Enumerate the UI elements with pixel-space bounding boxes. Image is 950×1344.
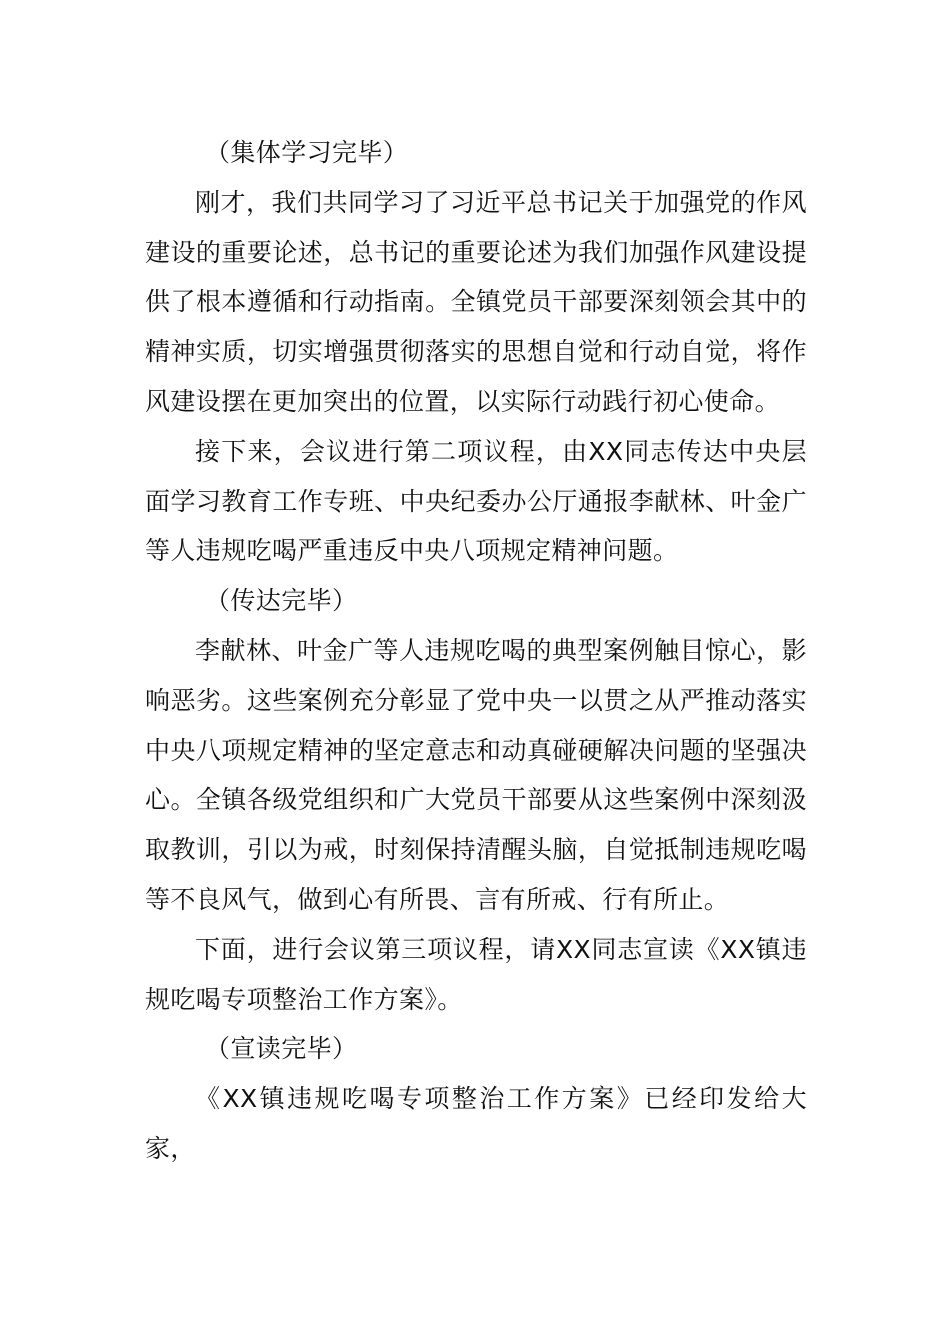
- paragraph-case-warning: 李献林、叶金广等人违规吃喝的典型案例触目惊心，影响恶劣。这些案例充分彰显了党中央一以贯之从严推动落实中央八项规定精神的坚定意志和动真碰硬解决问题的坚强决心。全镇各级党组织和广大党员干部要从这些案例中深刻汲取教训，引以为戒，时刻保持清醒头脑，自觉抵制违规吃喝等不良风气，做到心有所畏、言有所戒、行有所止。: [145, 635, 807, 914]
- note-relay-finished: （传达完毕）: [205, 586, 358, 616]
- paragraph-third-agenda: 下面，进行会议第三项议程，请XX同志宣读《XX镇违规吃喝专项整治工作方案》。: [145, 934, 807, 1014]
- note-reading-finished: （宣读完毕）: [205, 1034, 358, 1064]
- paragraph-plan-distributed: 《XX镇违规吃喝专项整治工作方案》已经印发给大家，: [145, 1084, 807, 1163]
- paragraph-second-agenda: 接下来，会议进行第二项议程，由XX同志传达中央层面学习教育工作专班、中央纪委办公厅通报李献林、叶金广等人违规吃喝严重违反中央八项规定精神问题。: [145, 436, 807, 566]
- document-body: [145, 128, 807, 1174]
- note-study-finished: （集体学习完毕）: [205, 138, 409, 167]
- paragraph-study-summary: 刚才，我们共同学习了习近平总书记关于加强党的作风建设的重要论述，总书记的重要论述为我们加强作风建设提供了根本遵循和行动指南。全镇党员干部要深刻领会其中的精神实质，切实增强贯彻落实的思想自觉和行动自觉，将作风建设摆在更加突出的位置，以实际行动践行初心使命。: [145, 187, 807, 416]
